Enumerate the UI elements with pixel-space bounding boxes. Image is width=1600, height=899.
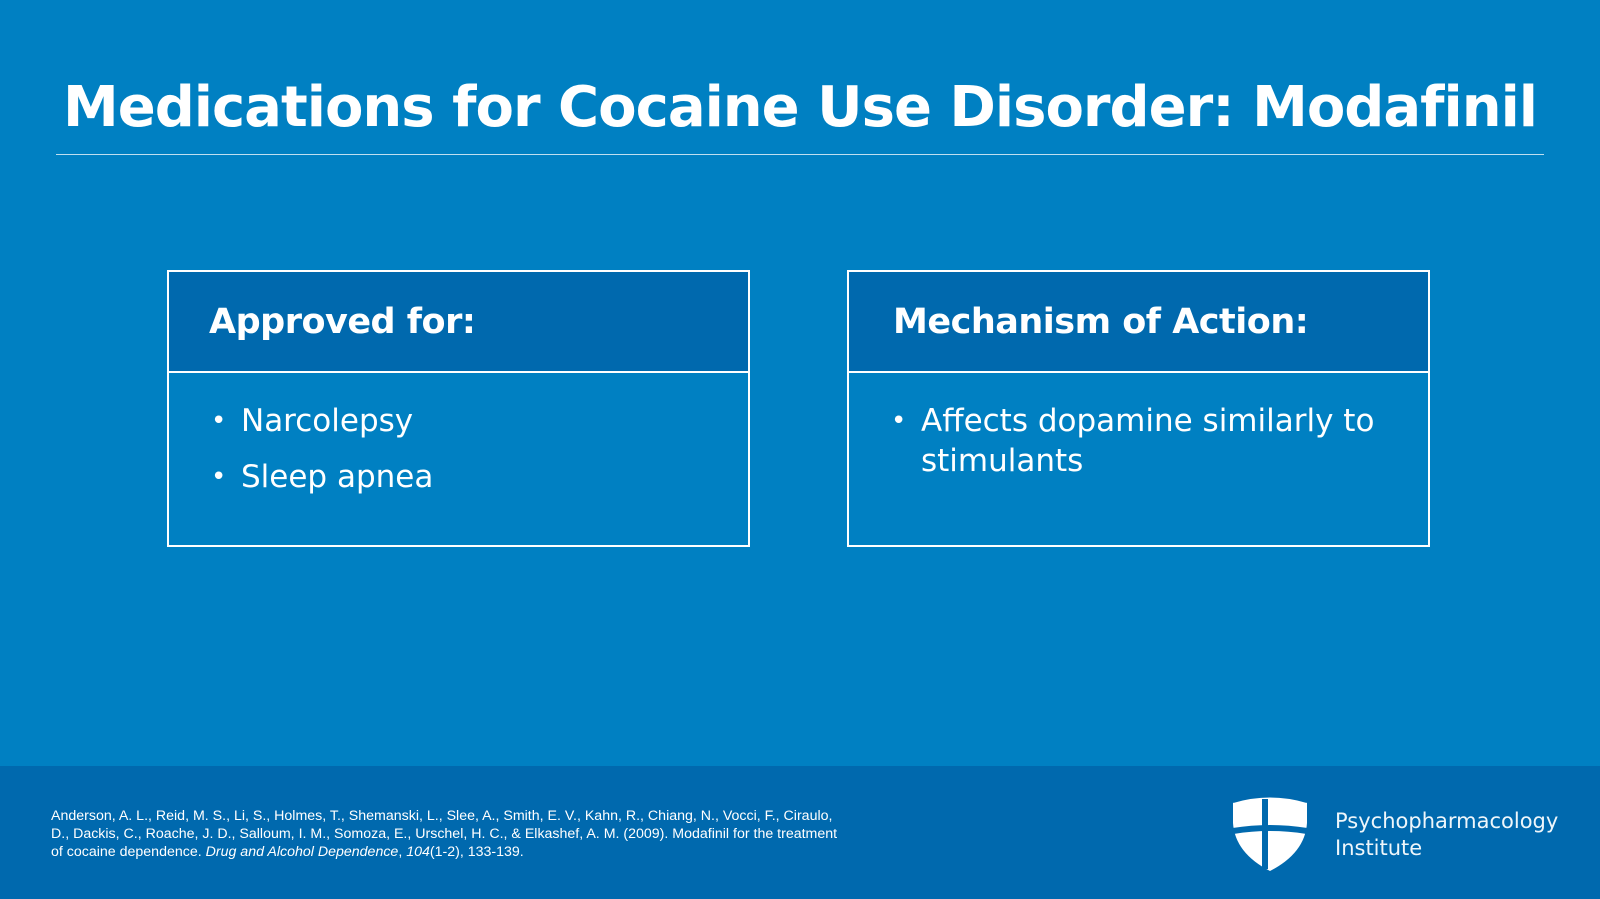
list-item-text: Sleep apnea [241, 459, 434, 495]
bullet-icon: • [891, 406, 907, 436]
bullet-icon: • [211, 462, 227, 492]
footer-bar [0, 766, 1600, 899]
mechanism-heading: Mechanism of Action: [893, 301, 1309, 342]
list-item [169, 401, 748, 441]
list-item-text: Narcolepsy [241, 403, 414, 439]
approved-for-list [169, 401, 748, 497]
slide-title: Medications for Cocaine Use Disorder: Modafinil [63, 75, 1537, 140]
citation [51, 807, 851, 861]
mechanism-header [849, 272, 1428, 373]
citation-pages: (1-2), 133-139. [429, 844, 524, 860]
citation-volume: 104 [406, 844, 430, 860]
approved-for-header [169, 272, 748, 373]
approved-for-heading: Approved for: [209, 301, 476, 342]
title-divider [56, 154, 1544, 155]
mechanism-list [849, 401, 1428, 481]
citation-separator: , [398, 844, 407, 860]
brand-name [1335, 808, 1558, 862]
list-item-text: Affects dopamine similarly to stimulants [921, 403, 1375, 479]
brand-line-1: Psychopharmacology [1335, 809, 1559, 833]
approved-for-card [167, 270, 750, 547]
list-item [169, 457, 748, 497]
list-item [849, 401, 1428, 481]
mechanism-body [849, 373, 1428, 481]
shield-cross-icon [1229, 793, 1311, 873]
citation-authors: Anderson, A. L., Reid, M. S., Li, S., Holmes, T., Shemanski, L., Slee, A., Smith, E. V., Kahn, R., Chiang, N., Vocci, F., Ciraulo, D., Dackis, C., Roache, J. D., Salloum, I. M., Somoza, E., Urschel, H. C., & Elkashef, A. M. (2009). Modafinil for the treatment of cocaine dependence. [51, 808, 838, 860]
bullet-icon: • [211, 406, 227, 436]
mechanism-card [847, 270, 1430, 547]
citation-journal: Drug and Alcohol Dependence [205, 844, 399, 860]
approved-for-body [169, 373, 748, 497]
brand-line-2: Institute [1335, 836, 1423, 860]
